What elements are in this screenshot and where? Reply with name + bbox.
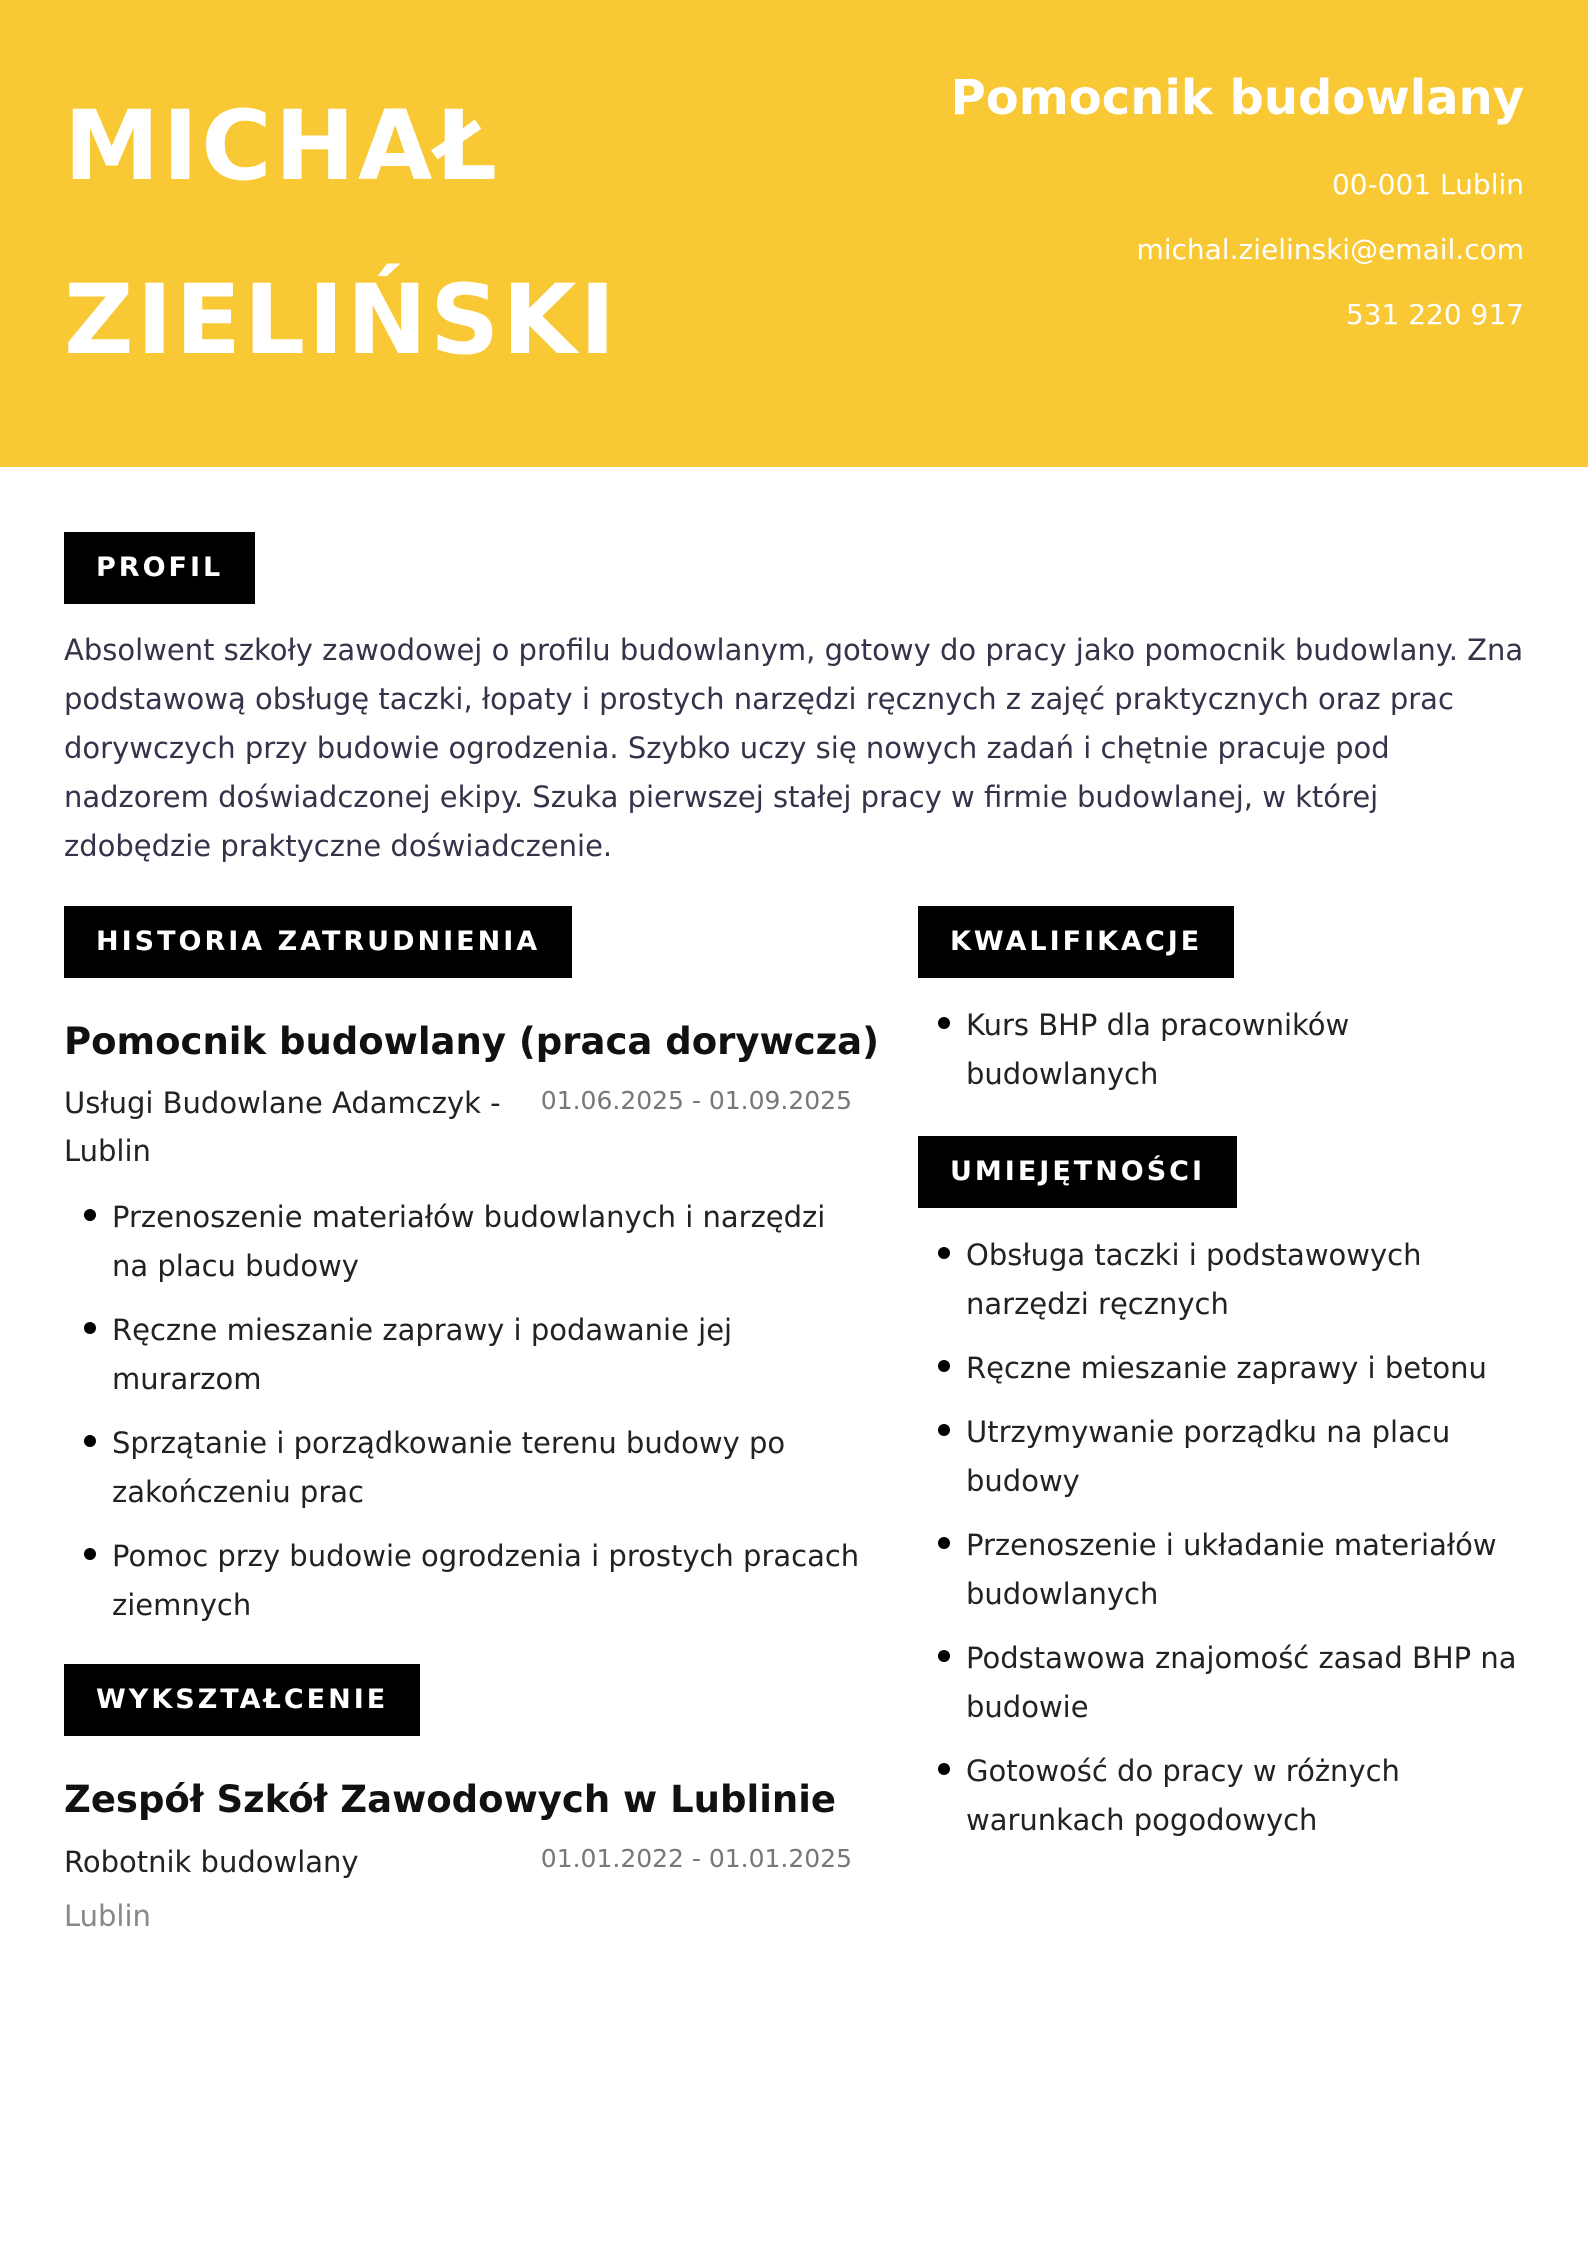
profile-text: Absolwent szkoły zawodowej o profilu budowlanym, gotowy do pracy jako pomocnik budowlany. Zna podstawową obsługę taczki, łopaty i prostych narzędzi ręcznych z zajęć praktycznych oraz prac dorywczych przy budowie ogrodzenia. Szybko uczy się nowych zadań i chętnie pracuje pod nadzorem doświadczonej ekipy. Szuka pierwszej stałej pracy w firmie budowlanej, w której zdobędzie praktyczne doświadczenie.: [64, 633, 1524, 863]
list-item: Podstawowa znajomość zasad BHP na budowie: [918, 1634, 1538, 1732]
education-heading: WYKSZTAŁCENIE: [64, 1664, 420, 1736]
list-item: Gotowość do pracy w różnych warunkach pogodowych: [918, 1747, 1538, 1845]
contact-phone: 531 220 917: [1345, 298, 1524, 331]
list-item: Ręczne mieszanie zaprawy i betonu: [918, 1344, 1538, 1393]
employment-heading: HISTORIA ZATRUDNIENIA: [64, 906, 572, 978]
header-banner: [0, 0, 1588, 467]
first-name: MICHAŁ: [64, 90, 500, 202]
last-name: ZIELIŃSKI: [64, 264, 619, 376]
employment-duties: [64, 1193, 864, 1645]
contact-city: 00-001 Lublin: [1331, 168, 1524, 201]
contact-email: michal.zielinski@email.com: [1136, 233, 1524, 266]
list-item: Utrzymywanie porządku na placu budowy: [918, 1408, 1538, 1506]
employment-job-title: Pomocnik budowlany (praca dorywcza): [64, 1020, 880, 1063]
list-item: Ręczne mieszanie zaprawy i podawanie jej murarzom: [64, 1306, 864, 1404]
profile-heading: PROFIL: [64, 532, 255, 604]
education-dates: 01.01.2022 - 01.01.2025: [540, 1844, 852, 1873]
education-city: Lublin: [64, 1899, 151, 1933]
list-item: Pomoc przy budowie ogrodzenia i prostych pracach ziemnych: [64, 1532, 864, 1630]
list-item: Przenoszenie materiałów budowlanych i narzędzi na placu budowy: [64, 1193, 864, 1291]
qualifications-list: [918, 1001, 1438, 1114]
employment-dates: 01.06.2025 - 01.09.2025: [540, 1086, 852, 1115]
education-degree: Robotnik budowlany: [64, 1845, 359, 1879]
list-item: Obsługa taczki i podstawowych narzędzi ręcznych: [918, 1231, 1538, 1329]
skills-list: [918, 1231, 1538, 1860]
education-school: Zespół Szkół Zawodowych w Lublinie: [64, 1778, 836, 1821]
list-item: Przenoszenie i układanie materiałów budowlanych: [918, 1521, 1538, 1619]
employment-company: Usługi Budowlane Adamczyk - Lublin: [64, 1086, 501, 1168]
skills-heading: UMIEJĘTNOŚCI: [918, 1136, 1237, 1208]
list-item: Sprzątanie i porządkowanie terenu budowy po zakończeniu prac: [64, 1419, 864, 1517]
qualifications-heading: KWALIFIKACJE: [918, 906, 1234, 978]
list-item: Kurs BHP dla pracowników budowlanych: [918, 1001, 1438, 1099]
job-title: Pomocnik budowlany: [950, 70, 1524, 126]
